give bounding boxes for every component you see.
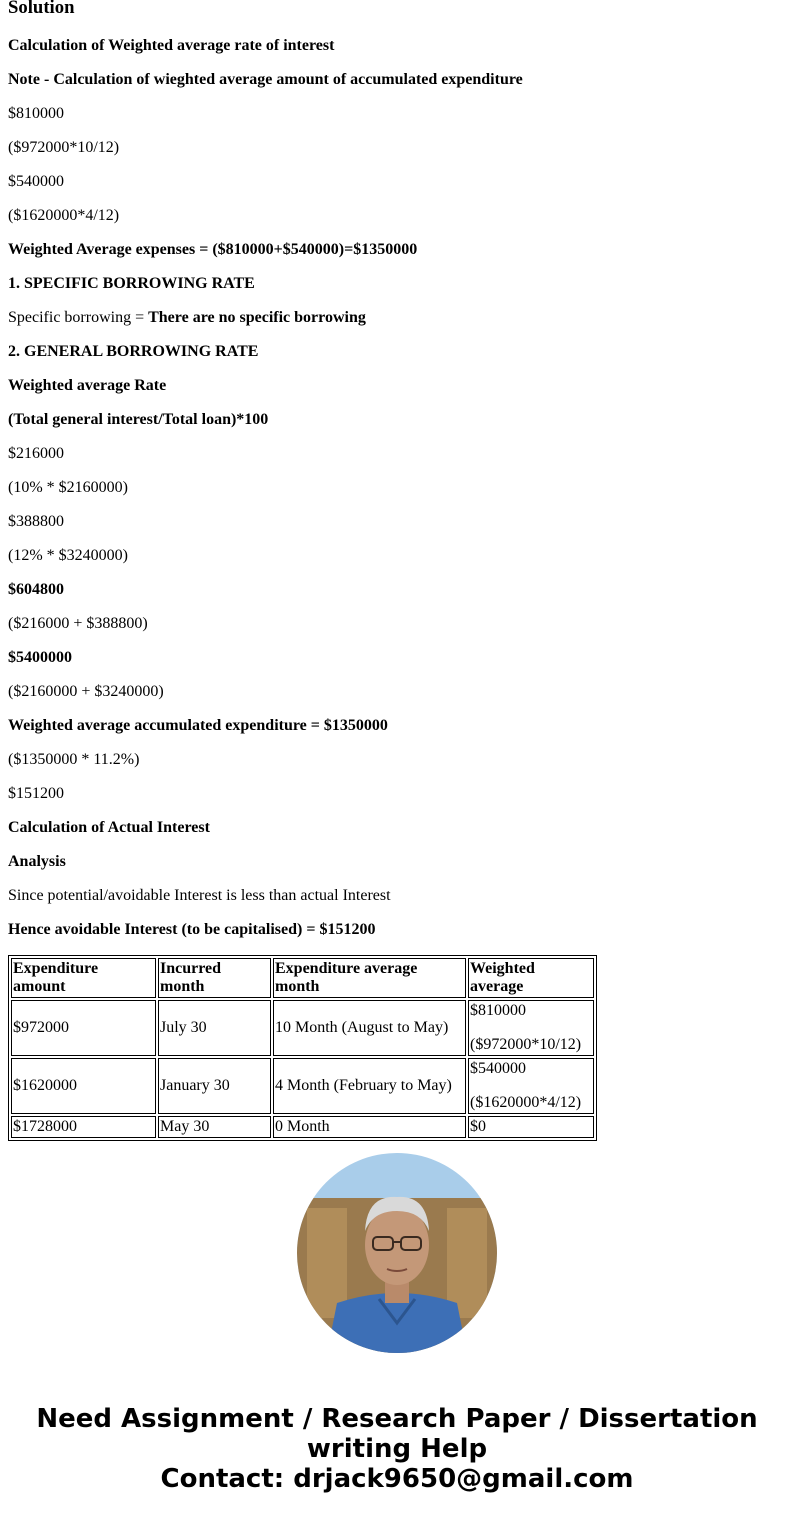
promo-line: writing Help — [306, 1434, 488, 1464]
analysis-heading: Analysis — [8, 853, 66, 870]
page-title: Solution — [8, 0, 75, 18]
table-cell-amount: $972000 — [11, 1000, 156, 1056]
promo-banner — [0, 1404, 794, 1494]
table-cell-amount: $1728000 — [11, 1116, 156, 1138]
specific-borrowing-label: Specific borrowing = — [8, 309, 149, 326]
door-panel — [447, 1208, 487, 1318]
analysis-text: Since potential/avoidable Interest is less than actual Interest — [8, 887, 391, 904]
weighted-average-value: $810000 — [470, 1002, 526, 1019]
table-cell-avg-month: 0 Month — [273, 1116, 466, 1138]
value-line: $216000 — [8, 445, 64, 462]
value-line: $388800 — [8, 513, 64, 530]
section-heading-weighted-rate: Calculation of Weighted average rate of interest — [8, 37, 335, 54]
table-cell-month: January 30 — [158, 1058, 271, 1114]
weighted-average-formula: ($972000*10/12) — [470, 1036, 582, 1053]
formula-line: ($216000 + $388800) — [8, 615, 148, 632]
table-cell-weighted-average — [468, 1058, 594, 1114]
author-photo — [297, 1153, 497, 1353]
conclusion-text: Hence avoidable Interest (to be capitalised) = $151200 — [8, 921, 376, 938]
rate-formula: (Total general interest/Total loan)*100 — [8, 411, 269, 428]
table-row — [11, 1000, 594, 1056]
formula-line: (12% * $3240000) — [8, 547, 128, 564]
specific-borrowing-line — [8, 308, 366, 328]
value-line: $540000 — [8, 173, 64, 190]
cell-spacer — [470, 1078, 592, 1094]
table-header-row — [11, 958, 594, 998]
weighted-average-rate-heading: Weighted average Rate — [8, 377, 167, 394]
weighted-average-expenses: Weighted Average expenses = ($810000+$540000)=$1350000 — [8, 241, 418, 258]
column-header: Incurred month — [158, 958, 271, 998]
actual-interest-heading: Calculation of Actual Interest — [8, 819, 210, 836]
specific-borrowing-heading: 1. SPECIFIC BORROWING RATE — [8, 275, 255, 292]
table-cell-weighted-average: $0 — [468, 1116, 594, 1138]
table-cell-amount: $1620000 — [11, 1058, 156, 1114]
column-header: Expenditure average month — [273, 958, 466, 998]
weighted-average-value: $540000 — [470, 1060, 526, 1077]
general-borrowing-heading: 2. GENERAL BORROWING RATE — [8, 343, 259, 360]
door-panel — [307, 1208, 347, 1318]
table-cell-weighted-average — [468, 1000, 594, 1056]
formula-line: ($972000*10/12) — [8, 139, 120, 156]
value-line: $810000 — [8, 105, 64, 122]
table-cell-avg-month: 4 Month (February to May) — [273, 1058, 466, 1114]
contact-email: Contact: drjack9650@gmail.com — [160, 1464, 634, 1494]
table-row — [11, 1058, 594, 1114]
total-interest: $604800 — [8, 581, 64, 598]
column-header: Expenditure amount — [11, 958, 156, 998]
table-cell-month: May 30 — [158, 1116, 271, 1138]
formula-line: ($2160000 + $3240000) — [8, 683, 164, 700]
note-heading: Note - Calculation of wieghted average amount of accumulated expenditure — [8, 71, 523, 88]
expenditure-table — [8, 955, 597, 1141]
formula-line: ($1620000*4/12) — [8, 207, 120, 224]
cell-spacer — [470, 1020, 592, 1036]
column-header: Weighted average — [468, 958, 594, 998]
table-cell-avg-month: 10 Month (August to May) — [273, 1000, 466, 1056]
specific-borrowing-value: There are no specific borrowing — [148, 309, 366, 326]
weighted-accumulated-expenditure: Weighted average accumulated expenditure = $1350000 — [8, 717, 388, 734]
total-loan: $5400000 — [8, 649, 72, 666]
weighted-average-formula: ($1620000*4/12) — [470, 1094, 582, 1111]
table-row — [11, 1116, 594, 1138]
promo-line: Need Assignment / Research Paper / Dissertation — [36, 1404, 758, 1434]
portrait-illustration — [297, 1153, 497, 1353]
avoidable-interest-value: $151200 — [8, 785, 64, 802]
table-cell-month: July 30 — [158, 1000, 271, 1056]
formula-line: ($1350000 * 11.2%) — [8, 751, 140, 768]
formula-line: (10% * $2160000) — [8, 479, 128, 496]
